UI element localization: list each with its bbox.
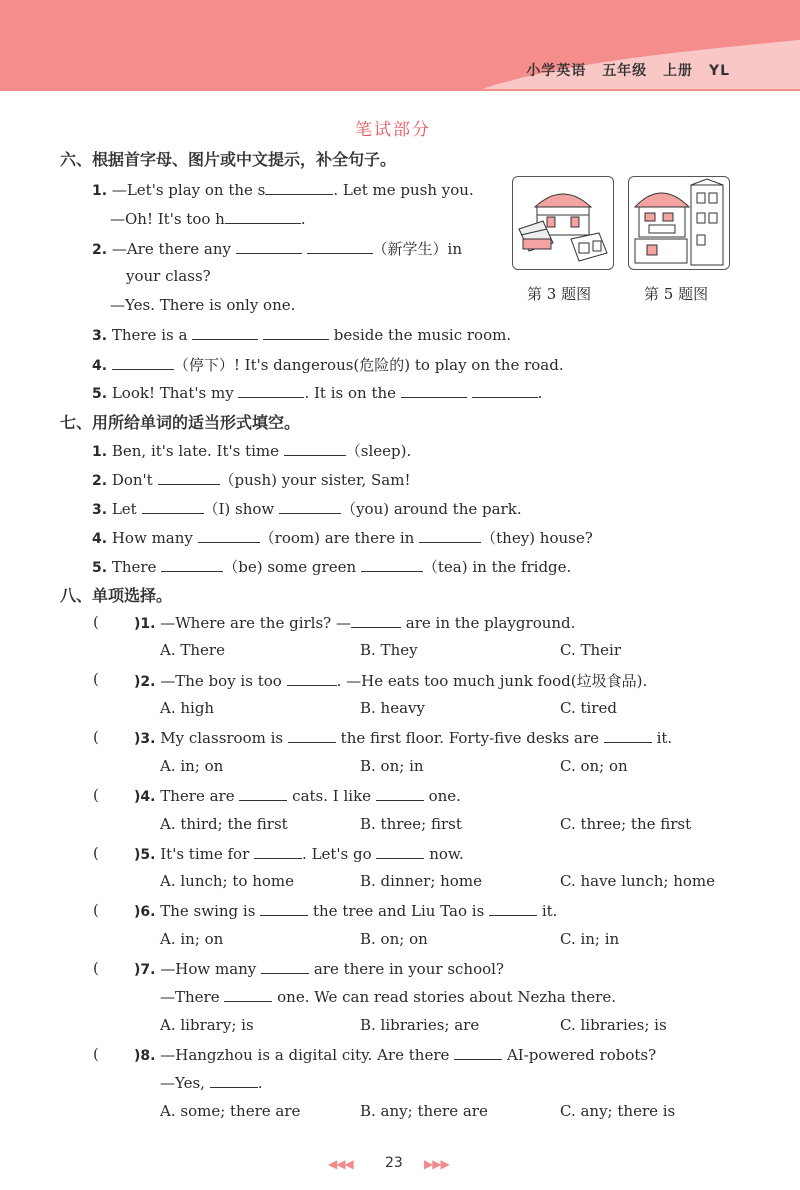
s8-q7-opt-a[interactable]: A. library; is [160,1016,254,1034]
playground-slide-icon [513,177,613,269]
s8-q1-paren[interactable]: ( [93,613,99,631]
s8-q3-paren[interactable]: ( [93,728,99,746]
header-term: 上册 [663,63,694,79]
header-label [526,60,730,80]
s8-q7-line2: —There one. We can read stories about Nezha there. [160,988,616,1006]
s8-q3-opt-a[interactable]: A. in; on [160,757,224,775]
caption-q5: 第 5 题图 [644,285,709,303]
answer-blank[interactable] [239,786,287,801]
picture-q3 [512,176,614,270]
s8-q8-line2: —Yes, . [160,1074,263,1092]
s8-q2: )2. —The boy is too . —He eats too much junk food(垃圾食品). [134,672,648,690]
caption-q3: 第 3 题图 [527,285,592,303]
s8-q7-paren[interactable]: ( [93,959,99,977]
s8-q4-opt-c[interactable]: C. three; the first [560,815,692,833]
s8-q8-opt-c[interactable]: C. any; there is [560,1102,676,1120]
answer-blank[interactable] [351,613,401,628]
s8-q5-opt-b[interactable]: B. dinner; home [360,872,482,890]
s8-q2-opt-a[interactable]: A. high [160,699,215,717]
s8-q5-opt-c[interactable]: C. have lunch; home [560,872,715,890]
s8-q6-paren[interactable]: ( [93,901,99,919]
answer-blank[interactable] [419,528,481,543]
s8-q3-opt-b[interactable]: B. on; in [360,757,424,775]
s6-q4: 4. （停下）! It's dangerous(危险的) to play on the road. [92,356,564,374]
answer-blank[interactable] [361,557,423,572]
s8-q6-opt-a[interactable]: A. in; on [160,930,224,948]
header-edition: YL [708,63,730,79]
answer-blank[interactable] [376,786,424,801]
header-book: 小学英语 [526,63,587,79]
s8-q7: )7. —How many are there in your school? [134,960,504,978]
answer-blank[interactable] [158,470,220,485]
answer-blank[interactable] [265,180,333,195]
s8-q7-opt-c[interactable]: C. libraries; is [560,1016,667,1034]
answer-blank[interactable] [142,499,204,514]
answer-blank[interactable] [307,239,373,254]
s8-q4-opt-b[interactable]: B. three; first [360,815,462,833]
s8-q7-opt-b[interactable]: B. libraries; are [360,1016,480,1034]
s8-q1-opt-b[interactable]: B. They [360,641,418,659]
s8-q8-opt-a[interactable]: A. some; there are [160,1102,301,1120]
s8-q5: )5. It's time for . Let's go now. [134,845,464,863]
s8-q2-paren[interactable]: ( [93,670,99,688]
part-title: 笔试部分 [355,120,431,140]
answer-blank[interactable] [192,325,258,340]
section8-title: 八、单项选择。 [60,586,173,605]
building-icon [629,177,729,269]
answer-blank[interactable] [224,987,272,1002]
s8-q1: )1. —Where are the girls? — are in the playground. [134,614,576,632]
s7-q5: 5. There （be) some green （tea) in the fridge. [92,558,572,576]
s8-q8-opt-b[interactable]: B. any; there are [360,1102,488,1120]
s6-q1b: —Oh! It's too h . [110,210,306,228]
answer-blank[interactable] [112,355,174,370]
section7-title: 七、用所给单词的适当形式填空。 [60,413,301,432]
answer-blank[interactable] [261,959,309,974]
s8-q6-opt-b[interactable]: B. on; on [360,930,428,948]
answer-blank[interactable] [198,528,260,543]
s8-q1-opt-c[interactable]: C. Their [560,641,621,659]
answer-blank[interactable] [254,844,302,859]
s8-q1-opt-a[interactable]: A. There [160,641,225,659]
s7-q1: 1. Ben, it's late. It's time （sleep). [92,442,412,460]
answer-blank[interactable] [260,901,308,916]
s8-q4-paren[interactable]: ( [93,786,99,804]
answer-blank[interactable] [238,383,304,398]
s6-q2a: 2. —Are there any （新学生）in [92,240,462,258]
answer-blank[interactable] [604,728,652,743]
answer-blank[interactable] [161,557,223,572]
answer-blank[interactable] [210,1073,258,1088]
s8-q5-opt-a[interactable]: A. lunch; to home [160,872,294,890]
answer-blank[interactable] [401,383,467,398]
s7-q2: 2. Don't （push) your sister, Sam! [92,471,411,489]
s8-q4: )4. There are cats. I like one. [134,787,461,805]
s6-q3: 3. There is a beside the music room. [92,326,512,344]
answer-blank[interactable] [263,325,329,340]
s6-q5: 5. Look! That's my . It is on the . [92,384,543,402]
answer-blank[interactable] [287,671,337,686]
right-arrows-icon: ▶▶▶ [424,1157,449,1171]
s6-q1a: 1. —Let's play on the s . Let me push you. [92,181,474,199]
s7-q4: 4. How many （room) are there in （they) house? [92,529,593,547]
answer-blank[interactable] [472,383,538,398]
s8-q3-opt-c[interactable]: C. on; on [560,757,628,775]
answer-blank[interactable] [288,728,336,743]
left-arrows-icon: ◀◀◀ [328,1157,353,1171]
page-number: 23 [385,1155,403,1171]
s6-q2b: your class? [126,267,211,285]
s8-q8: )8. —Hangzhou is a digital city. Are there AI-powered robots? [134,1046,657,1064]
s8-q3: )3. My classroom is the first floor. Forty-five desks are it. [134,729,673,747]
s7-q3: 3. Let （I) show （you) around the park. [92,500,522,518]
answer-blank[interactable] [236,239,302,254]
s8-q5-paren[interactable]: ( [93,844,99,862]
answer-blank[interactable] [454,1045,502,1060]
s8-q6: )6. The swing is the tree and Liu Tao is it. [134,902,558,920]
s8-q4-opt-a[interactable]: A. third; the first [160,815,288,833]
answer-blank[interactable] [225,209,301,224]
s8-q2-opt-c[interactable]: C. tired [560,699,617,717]
s8-q8-paren[interactable]: ( [93,1045,99,1063]
answer-blank[interactable] [279,499,341,514]
section6-title: 六、根据首字母、图片或中文提示，补全句子。 [60,150,397,169]
answer-blank[interactable] [284,441,346,456]
picture-q5 [628,176,730,270]
s8-q2-opt-b[interactable]: B. heavy [360,699,425,717]
answer-blank[interactable] [376,844,424,859]
s8-q6-opt-c[interactable]: C. in; in [560,930,620,948]
answer-blank[interactable] [489,901,537,916]
header-grade: 五年级 [602,63,648,79]
s6-q2c: —Yes. There is only one. [110,296,296,314]
